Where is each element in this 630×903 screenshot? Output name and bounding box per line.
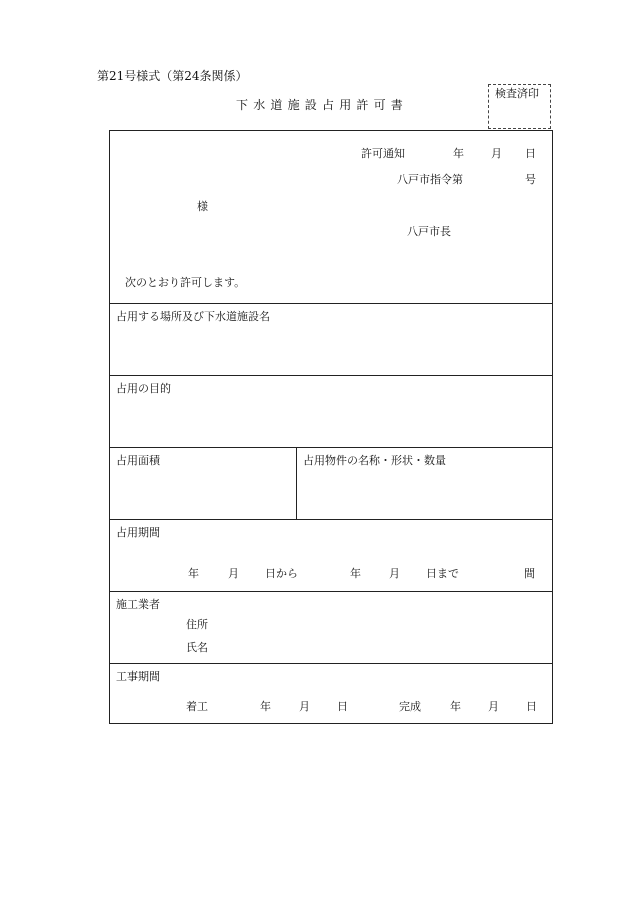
row-divider — [110, 519, 552, 520]
construction-end-month: 月 — [488, 700, 499, 713]
inspection-stamp-box — [488, 84, 551, 129]
form-number: 第21号様式（第24条関係） — [97, 69, 248, 83]
row-divider — [110, 663, 552, 664]
row-divider — [110, 447, 552, 448]
construction-end-day: 日 — [526, 700, 537, 713]
period-from-year: 年 — [188, 567, 199, 580]
permit-statement: 次のとおり許可します。 — [125, 276, 246, 289]
period-duration: 間 — [524, 567, 535, 580]
row-divider — [110, 591, 552, 592]
notice-month: 月 — [491, 147, 502, 160]
period-to-year: 年 — [350, 567, 361, 580]
period-label: 占用期間 — [116, 526, 160, 539]
notice-day: 日 — [525, 147, 536, 160]
location-label: 占用する場所及び下水道施設名 — [116, 310, 270, 323]
row-divider — [110, 303, 552, 304]
period-from-day: 日から — [265, 567, 298, 580]
area-label: 占用面積 — [116, 454, 160, 467]
construction-start-day: 日 — [337, 700, 348, 713]
purpose-label: 占用の目的 — [116, 382, 171, 395]
permit-form-table — [109, 130, 553, 724]
construction-start-year: 年 — [260, 700, 271, 713]
city-directive-label: 八戸市指令第 — [397, 173, 463, 186]
items-label: 占用物件の名称・形状・数量 — [303, 454, 446, 467]
period-to-day: 日まで — [426, 567, 459, 580]
construction-start-month: 月 — [299, 700, 310, 713]
construction-label: 工事期間 — [116, 670, 160, 683]
column-divider — [296, 447, 297, 519]
construction-completion-label: 完成 — [399, 700, 421, 713]
contractor-name-label: 氏名 — [186, 641, 208, 654]
construction-start-label: 着工 — [186, 700, 208, 713]
notice-year: 年 — [453, 147, 464, 160]
row-divider — [110, 375, 552, 376]
period-to-month: 月 — [389, 567, 400, 580]
contractor-address-label: 住所 — [186, 618, 208, 631]
notice-label: 許可通知 — [361, 147, 405, 160]
construction-end-year: 年 — [450, 700, 461, 713]
mayor-label: 八戸市長 — [407, 225, 451, 238]
contractor-label: 施工業者 — [116, 598, 160, 611]
period-from-month: 月 — [228, 567, 239, 580]
directive-number-suffix: 号 — [525, 173, 536, 186]
inspection-stamp-label: 検査済印 — [495, 87, 539, 100]
addressee-honorific: 様 — [197, 200, 208, 213]
document-title: 下水道施設占用許可書 — [236, 98, 409, 112]
